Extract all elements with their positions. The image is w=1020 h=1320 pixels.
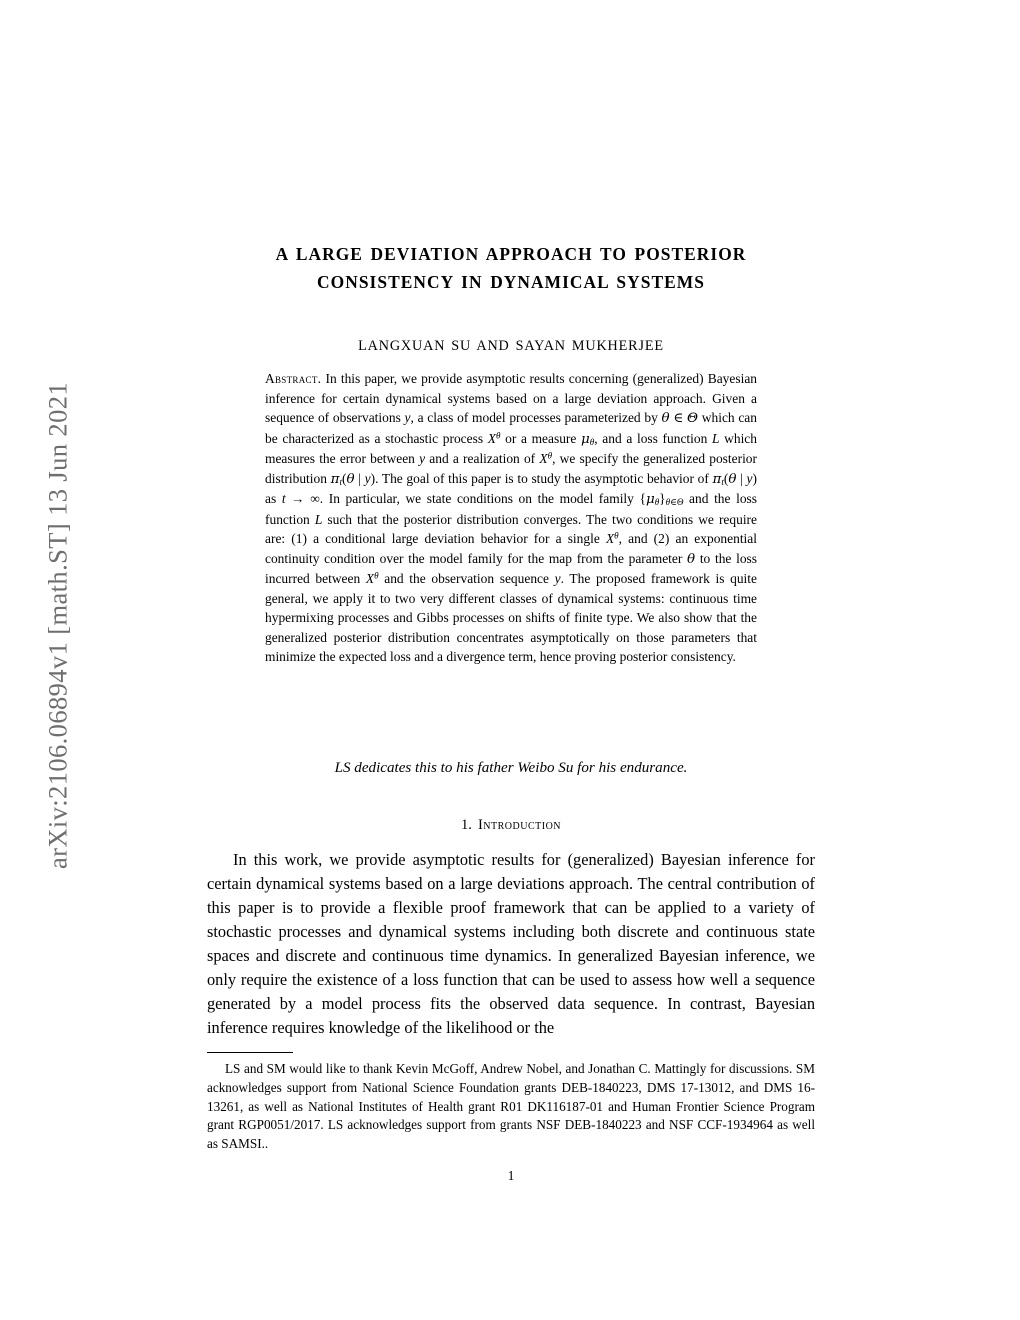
body-paragraph-1: In this work, we provide asymptotic results for (generalized) Bayesian inference for certain dynamical systems based on a large deviations approach. The central contribution of this paper is to provide a flexible proof framework that can be applied to a variety of stochastic processes and dynamical systems including both discrete and continuous state spaces and discrete and continuous time dynamics. In generalized Bayesian inference, we only require the existence of a loss function that can be used to assess how well a sequence generated by a model process fits the observed data sequence. In contrast, Bayesian inference requires knowledge of the likelihood or the bbox=[207, 850, 815, 1037]
abstract-label: Abstract. bbox=[265, 371, 322, 386]
title-block bbox=[207, 240, 815, 355]
footnote-separator-rule bbox=[207, 1052, 293, 1053]
abstract-paragraph bbox=[265, 369, 757, 667]
arxiv-identifier-stamp: arXiv:2106.06894v1 [math.ST] 13 Jun 2021 bbox=[42, 381, 73, 870]
dedication-line: LS dedicates this to his father Weibo Su for his endurance. bbox=[334, 760, 688, 776]
paper-title-line-1: A LARGE DEVIATION APPROACH TO POSTERIOR bbox=[275, 244, 747, 264]
page-title bbox=[207, 240, 815, 296]
footnote-acknowledgements bbox=[207, 1060, 815, 1154]
section-title: Introduction bbox=[477, 817, 562, 833]
footnote-paragraph: LS and SM would like to thank Kevin McGoff, Andrew Nobel, and Jonathan C. Mattingly for discussions. SM acknowledges support from National Science Foundation grants DEB-1840223, DMS 17-13012, and DMS 16-13261, as well as National Institutes of Health grant R01 DK116187-01 and Human Frontier Science Program grant RGP0051/2017. LS acknowledges support from grants NSF DEB-1840223 and NSF CCF-1934964 as well as SAMSI.. bbox=[207, 1061, 815, 1152]
abstract-section bbox=[265, 369, 757, 667]
section-number: 1. bbox=[460, 817, 472, 833]
section-heading-introduction bbox=[207, 817, 815, 834]
author-list: LANGXUAN SU AND SAYAN MUKHERJEE bbox=[358, 338, 664, 355]
paper-title-line-2: CONSISTENCY IN DYNAMICAL SYSTEMS bbox=[317, 272, 705, 293]
body-text bbox=[207, 848, 815, 1040]
abstract-body: In this paper, we provide asymptotic results concerning (generalized) Bayesian inference for certain dynamical systems based on a large deviation approach. Given a sequence of observations y, a class of model processes parameterized by θ ∈ Θ which can be characterized as a stochastic process $X^\theta$ or a measure $\mu_\theta$, and a loss function L which measures the error between y and a realization of $X^\theta$, we specify the generalized posterior distribution $\pi_t(\theta$ | y). The goal of this paper is to study the asymptotic behavior of $\pi_t(\theta$ | y) as t → ∞. In particular, we state conditions on the model family $\{\mu_\theta\}_{\theta\in\Theta}$ and the loss function L such that the posterior distribution converges. The two conditions we require are: (1) a conditional large deviation behavior for a single $X^\theta$, and (2) an exponential continuity condition over the model family for the map from the parameter θ to the loss incurred between $X^\theta$ and the observation sequence y. The proposed framework is quite general, we apply it to two very different classes of dynamical systems: continuous time hypermixing processes and Gibbs processes on shifts of finite type. We also show that the generalized posterior distribution concentrates asymptotically on those parameters that minimize the expected loss and a divergence term, hence proving posterior consistency. bbox=[265, 371, 758, 665]
page-number: 1 bbox=[507, 1168, 515, 1183]
